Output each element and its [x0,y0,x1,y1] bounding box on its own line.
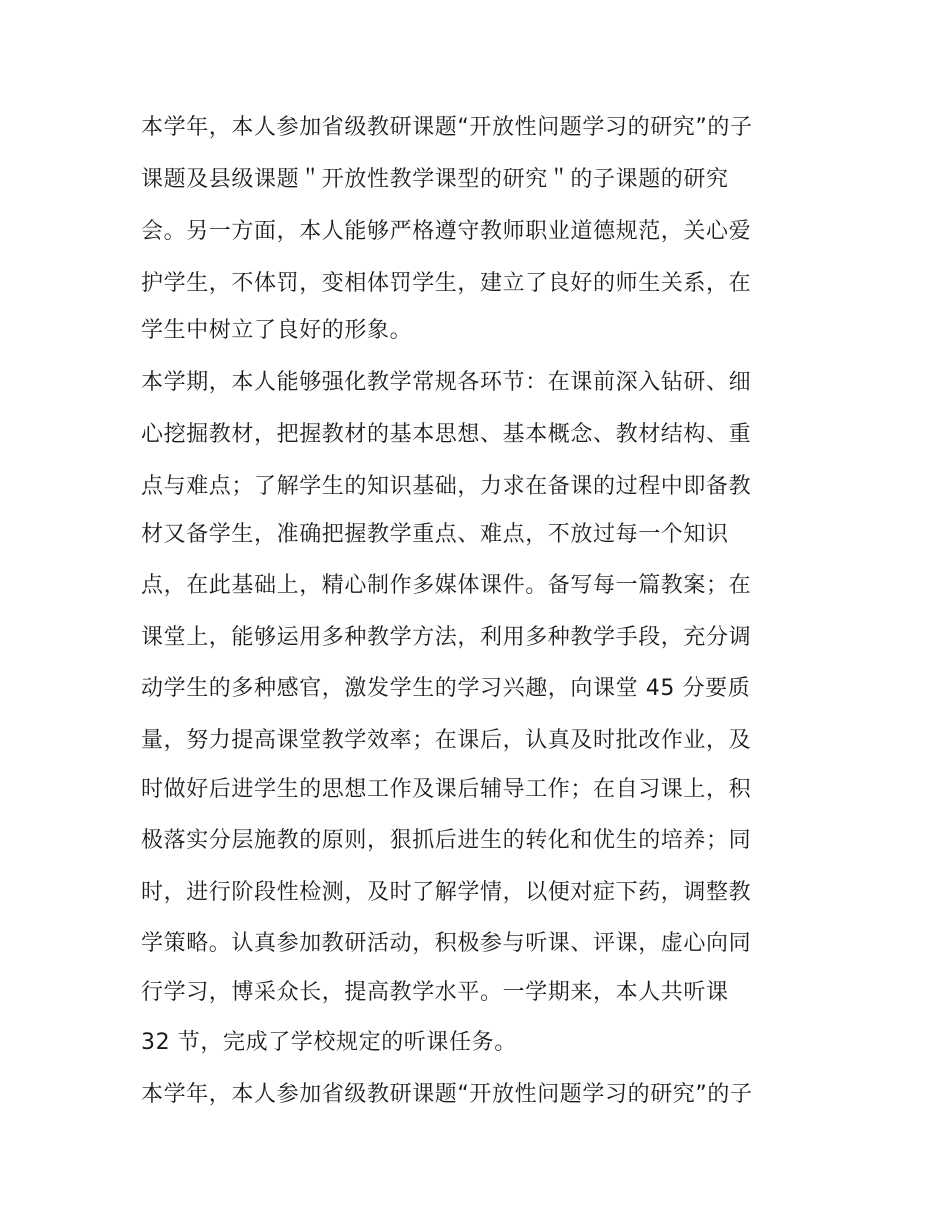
text-line: 时，进行阶段性检测，及时了解学情，以便对症下药，调整教 [141,880,752,905]
text-line: 32 节，完成了学校规定的听课任务。 [141,1030,517,1055]
text-line: 点与难点；了解学生的知识基础，力求在备课的过程中即备教 [141,474,752,499]
text-line: 本学年，本人参加省级教研课题“开放性问题学习的研究”的子 [141,1082,753,1107]
text-line: 材又备学生，准确把握教学重点、难点，不放过每一个知识 [141,522,729,547]
text-line: 点，在此基础上，精心制作多媒体课件。备写每一篇教案；在 [141,573,752,598]
text-line: 时做好后进学生的思想工作及课后辅导工作；在自习课上，积 [141,777,752,802]
text-line: 学生中树立了良好的形象。 [141,318,413,343]
text-line: 会。另一方面，本人能够严格遵守教师职业道德规范，关心爱 [141,219,752,244]
text-line: 极落实分层施教的原则，狠抓后进生的转化和优生的培养；同 [141,828,752,853]
text-line: 行学习，博采众长，提高教学水平。一学期来，本人共听课 [141,980,729,1005]
text-line: 课题及县级课题＂开放性教学课型的研究＂的子课题的研究 [141,167,729,192]
text-line: 护学生，不体罚，变相体罚学生，建立了良好的师生关系，在 [141,271,752,296]
text-line: 课堂上，能够运用多种教学方法，利用多种教学手段，充分调 [141,625,752,650]
text-line: 量，努力提高课堂教学效率；在课后，认真及时批改作业，及 [141,728,752,753]
text-line: 本学期，本人能够强化教学常规各环节：在课前深入钻研、细 [141,370,752,395]
text-line: 本学年，本人参加省级教研课题“开放性问题学习的研究”的子 [141,115,753,140]
text-line: 学策略。认真参加教研活动，积极参与听课、评课，虚心向同 [141,931,752,956]
text-line: 心挖掘教材，把握教材的基本思想、基本概念、教材结构、重 [141,422,752,447]
text-line: 动学生的多种感官，激发学生的学习兴趣，向课堂 45 分要质 [141,676,751,701]
